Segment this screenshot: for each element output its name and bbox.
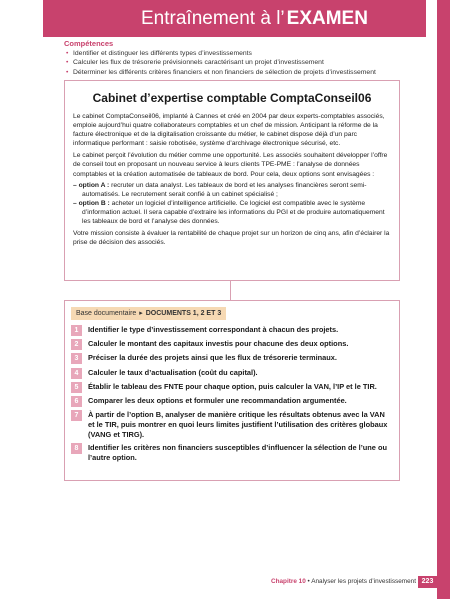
question-item xyxy=(71,382,391,393)
question-item xyxy=(71,443,391,463)
option-a-label: – option A : xyxy=(73,181,110,189)
case-title: Cabinet d’expertise comptable ComptaConseil06 xyxy=(92,91,372,105)
question-number-badge: 6 xyxy=(71,396,82,407)
competence-item: • Calculer les flux de trésorerie prévisionnels caractérisant un projet d’investissement xyxy=(64,58,424,67)
right-edge-stripe xyxy=(437,0,450,599)
header-title-regular: Entraînement à l’ xyxy=(141,7,285,29)
competences-list xyxy=(64,49,424,77)
question-number-badge: 5 xyxy=(71,382,82,393)
triangle-right-icon: ▸ xyxy=(139,310,143,317)
question-item xyxy=(71,353,391,364)
question-number-badge: 2 xyxy=(71,339,82,350)
question-item xyxy=(71,410,391,440)
case-paragraph-2: Le cabinet perçoit l’évolution du métier comme une opportunité. Les associés souhaitent développer l’offre de conseil tout en proposant un nouveau service à leurs clients TPE-PME : l’analyse de données comptables et la création automatisée de tableaux de bord. Pour cela, deux options sont envisagées : xyxy=(73,152,388,178)
question-text: À partir de l’option B, analyser de manière critique les résultats obtenus avec la VAN et le TIR, puis montrer en quoi leurs limites justifient l’utilisation des critères globaux (VANG et TIRG). xyxy=(88,410,388,440)
question-item xyxy=(71,396,391,407)
competences-title: Compétences xyxy=(64,39,114,48)
competence-item: • Déterminer les différents critères financiers et non financiers de sélection de projets d’investissement xyxy=(64,68,424,77)
question-number-badge: 7 xyxy=(71,410,82,421)
question-text: Comparer les deux options et formuler une recommandation argumentée. xyxy=(88,395,347,405)
option-b-text: acheter un logiciel d’intelligence artificielle. Ce logiciel est compatible avec le système d’information actuel. Il sera capable d’extraire les informations du PGI et de produire automatiquement les tableaux de bord et l’analyse des données. xyxy=(82,199,385,226)
header-title-bold: EXAMEN xyxy=(286,7,368,29)
question-item xyxy=(71,339,391,350)
questions-box-top-border xyxy=(64,300,400,301)
option-b-label: – option B : xyxy=(73,199,110,207)
base-documentaire-tag xyxy=(71,307,226,320)
case-paragraph-1: Le cabinet ComptaConseil06, implanté à Cannes et créé en 2004 par deux experts-comptables associés, emploie aujourd’hui quatre collaborateurs comptables et un chef de mission. Anticipant la réforme de la facture électronique et de la digitalisation croissante du métier, le cabinet dispose déjà d’un parc informatique performant : saisie robotisée, système d’archivage électronique sécurisé, etc. xyxy=(73,113,385,148)
question-number-badge: 1 xyxy=(71,325,82,336)
question-number-badge: 8 xyxy=(71,443,82,454)
question-text: Établir le tableau des FNTE pour chaque option, puis calculer la VAN, l’IP et le TIR. xyxy=(88,381,377,391)
question-number-badge: 4 xyxy=(71,368,82,379)
question-text: Identifier les critères non financiers susceptibles d’influencer la sélection de l’une ou l’autre option. xyxy=(88,443,387,463)
page-number: 223 xyxy=(418,576,437,588)
docs-reference: DOCUMENTS 1, 2 ET 3 xyxy=(145,310,222,317)
question-text: Préciser la durée des projets ainsi que les flux de trésorerie terminaux. xyxy=(88,353,337,363)
chapter-number: Chapitre 10 xyxy=(270,578,306,585)
page-header xyxy=(43,0,426,37)
option-a xyxy=(73,181,391,199)
competences-section xyxy=(64,39,424,77)
case-body xyxy=(65,112,399,247)
docs-label: Base documentaire xyxy=(76,310,137,317)
chapter-title: • Analyser les projets d’investissement xyxy=(305,578,416,585)
case-study-box xyxy=(64,80,400,281)
option-a-text: recruter un data analyst. Les tableaux de bord et les analyses financières seront semi-automatisés. Le recrutement serait confié à un cabinet spécialisé ; xyxy=(82,181,367,198)
case-paragraph-3: Votre mission consiste à évaluer la rentabilité de chaque projet sur un horizon de cinq ans, afin d’éclairer la prise de décision des associés. xyxy=(73,230,390,247)
question-item xyxy=(71,325,391,336)
box-connector-line xyxy=(230,281,231,302)
questions-list xyxy=(71,325,391,467)
questions-box xyxy=(64,300,400,481)
footer-chapter xyxy=(271,576,416,588)
option-b xyxy=(73,199,391,226)
question-number-badge: 3 xyxy=(71,353,82,364)
question-item xyxy=(71,368,391,379)
question-text: Calculer le montant des capitaux investis pour chacune des deux options. xyxy=(88,339,349,349)
question-text: Identifier le type d’investissement correspondant à chacun des projets. xyxy=(88,325,339,334)
question-text: Calculer le taux d’actualisation (coût du capital). xyxy=(88,367,258,377)
page-footer xyxy=(0,576,450,588)
competence-item: • Identifier et distinguer les différents types d’investissements xyxy=(64,49,424,58)
